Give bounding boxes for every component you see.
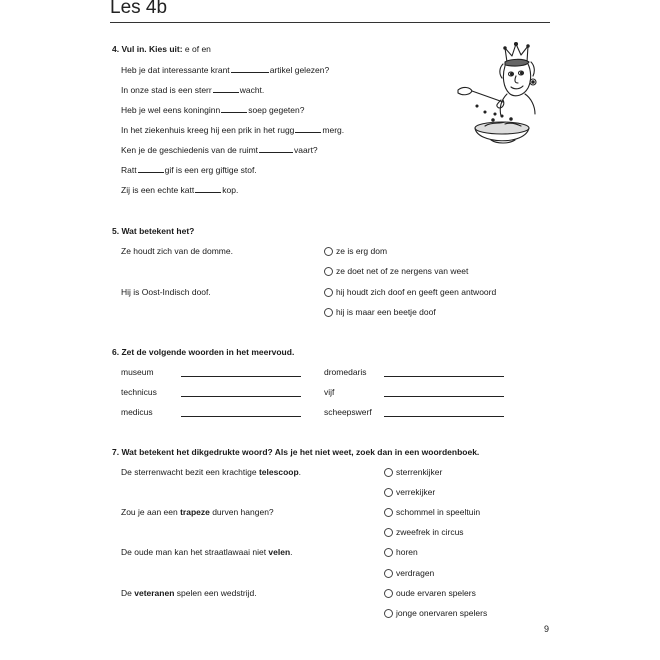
answer-line[interactable]: [384, 396, 504, 397]
q7-option-label: verdragen: [396, 568, 435, 578]
q7-s3-pre: De oude man kan het straatlawaai niet: [121, 547, 269, 557]
q4-s5-part-a: Ken je de geschiedenis van de ruimt: [121, 145, 259, 155]
q5-option-label: hij is maar een beetje doof: [336, 307, 436, 317]
fill-blank[interactable]: [231, 64, 269, 73]
fill-blank[interactable]: [221, 104, 247, 113]
q4-s6-part-b: gif is een erg giftige stof.: [164, 165, 257, 175]
q4-heading: [112, 44, 211, 54]
fill-blank[interactable]: [295, 124, 321, 133]
q7-option-3b[interactable]: [384, 568, 434, 578]
q4-s6-part-a: Ratt: [121, 165, 137, 175]
q7-s4-bold-word: veteranen: [134, 588, 175, 598]
q5-sentence-1: Ze houdt zich van de domme.: [121, 246, 233, 256]
q7-option-label: sterrenkijker: [396, 467, 443, 477]
answer-line[interactable]: [384, 416, 504, 417]
radio-circle-icon[interactable]: [384, 468, 393, 477]
q4-sentence-5: [121, 144, 318, 155]
fill-blank[interactable]: [259, 144, 293, 153]
q5-option-2b[interactable]: [324, 307, 436, 317]
q7-s1-pre: De sterrenwacht bezit een krachtige: [121, 467, 259, 477]
q7-sentence-4: [121, 588, 257, 598]
q7-s2-post: durven hangen?: [209, 507, 274, 517]
radio-circle-icon[interactable]: [384, 589, 393, 598]
q7-s4-post: spelen een wedstrijd.: [174, 588, 257, 598]
q6-word-right-1: dromedaris: [324, 367, 367, 377]
q7-s2-pre: Zou je aan een: [121, 507, 181, 517]
radio-circle-icon[interactable]: [384, 609, 393, 618]
q7-s3-bold-word: velen: [268, 547, 291, 557]
q6-word-left-1: museum: [121, 367, 154, 377]
q7-s1-bold-word: telescoop: [258, 467, 299, 477]
q5-option-1a[interactable]: [324, 246, 387, 256]
q5-option-2a[interactable]: [324, 287, 496, 297]
q7-option-label: horen: [396, 547, 418, 557]
radio-circle-icon[interactable]: [384, 528, 393, 537]
fill-blank[interactable]: [138, 164, 164, 173]
fill-blank[interactable]: [213, 84, 239, 93]
q4-s1-part-a: Heb je dat interessante krant: [121, 65, 230, 75]
page-title: Les 4b: [110, 0, 168, 18]
answer-line[interactable]: [181, 376, 301, 377]
q7-option-4b[interactable]: [384, 608, 487, 618]
q4-s1-part-b: artikel gelezen?: [269, 65, 330, 75]
q4-s2-part-b: wacht.: [239, 85, 265, 95]
q5-sentence-2: Hij is Oost-Indisch doof.: [121, 287, 211, 297]
q4-sentence-3: [121, 104, 304, 115]
q7-option-1b[interactable]: [384, 487, 435, 497]
q4-sentence-6: [121, 164, 257, 175]
q4-s7-part-b: kop.: [222, 185, 239, 195]
q6-word-left-3: medicus: [121, 407, 153, 417]
q4-s4-part-b: merg.: [322, 125, 345, 135]
q6-word-left-2: technicus: [121, 387, 157, 397]
q6-word-right-2: vijf: [324, 387, 335, 397]
q6-heading: 6. Zet de volgende woorden in het meervoud.: [112, 347, 295, 357]
q7-s2-bold-word: trapeze: [180, 507, 210, 517]
q4-s7-part-a: Zij is een echte katt: [121, 185, 195, 195]
q7-option-label: schommel in speeltuin: [396, 507, 481, 517]
radio-circle-icon[interactable]: [384, 488, 393, 497]
q4-s3-part-a: Heb je wel eens koninginn: [121, 105, 221, 115]
q7-option-2b[interactable]: [384, 527, 464, 537]
radio-circle-icon[interactable]: [324, 267, 333, 276]
fill-blank[interactable]: [195, 184, 221, 193]
q4-sentence-2: [121, 84, 264, 95]
q7-option-1a[interactable]: [384, 467, 442, 477]
answer-line[interactable]: [384, 376, 504, 377]
q7-option-label: oude ervaren spelers: [396, 588, 476, 598]
q4-sentence-1: [121, 64, 329, 75]
radio-circle-icon[interactable]: [324, 308, 333, 317]
q7-sentence-1: [121, 467, 301, 477]
title-rule: [110, 22, 550, 23]
q4-s5-part-b: vaart?: [294, 145, 318, 155]
q6-word-right-3: scheepswerf: [324, 407, 372, 417]
q5-option-1b[interactable]: [324, 266, 468, 276]
q5-option-label: ze is erg dom: [336, 246, 388, 256]
q7-option-label: verrekijker: [396, 487, 436, 497]
page-number: 9: [544, 624, 550, 634]
q4-s2-part-a: In onze stad is een sterr: [121, 85, 212, 95]
q4-heading-options: e of en: [184, 44, 211, 54]
q7-s3-post: .: [290, 547, 293, 557]
q5-heading: 5. Wat betekent het?: [112, 226, 195, 236]
q4-s3-part-b: soep gegeten?: [248, 105, 305, 115]
answer-line[interactable]: [181, 416, 301, 417]
q4-s4-part-a: In het ziekenhuis kreeg hij een prik in het rugg: [121, 125, 295, 135]
answer-line[interactable]: [181, 396, 301, 397]
q7-s4-pre: De: [121, 588, 135, 598]
q7-option-3a[interactable]: [384, 547, 418, 557]
q7-sentence-3: [121, 547, 293, 557]
radio-circle-icon[interactable]: [384, 569, 393, 578]
radio-circle-icon[interactable]: [324, 288, 333, 297]
q4-sentence-4: [121, 124, 344, 135]
q5-option-label: ze doet net of ze nergens van weet: [336, 266, 469, 276]
q7-sentence-2: [121, 507, 274, 517]
q7-option-4a[interactable]: [384, 588, 476, 598]
q4-sentence-7: [121, 184, 238, 195]
q5-option-label: hij houdt zich doof en geeft geen antwoord: [336, 287, 497, 297]
radio-circle-icon[interactable]: [384, 548, 393, 557]
q7-s1-post: .: [298, 467, 302, 477]
radio-circle-icon[interactable]: [324, 247, 333, 256]
q4-heading-text: 4. Vul in. Kies uit:: [112, 44, 183, 54]
radio-circle-icon[interactable]: [384, 508, 393, 517]
q7-heading: 7. Wat betekent het dikgedrukte woord? Als je het niet weet, zoek dan in een woordenboek.: [112, 447, 480, 457]
q7-option-label: jonge onervaren spelers: [396, 608, 488, 618]
q7-option-2a[interactable]: [384, 507, 480, 517]
q7-option-label: zweefrek in circus: [396, 527, 464, 537]
queen-soup-illustration: [455, 40, 545, 160]
